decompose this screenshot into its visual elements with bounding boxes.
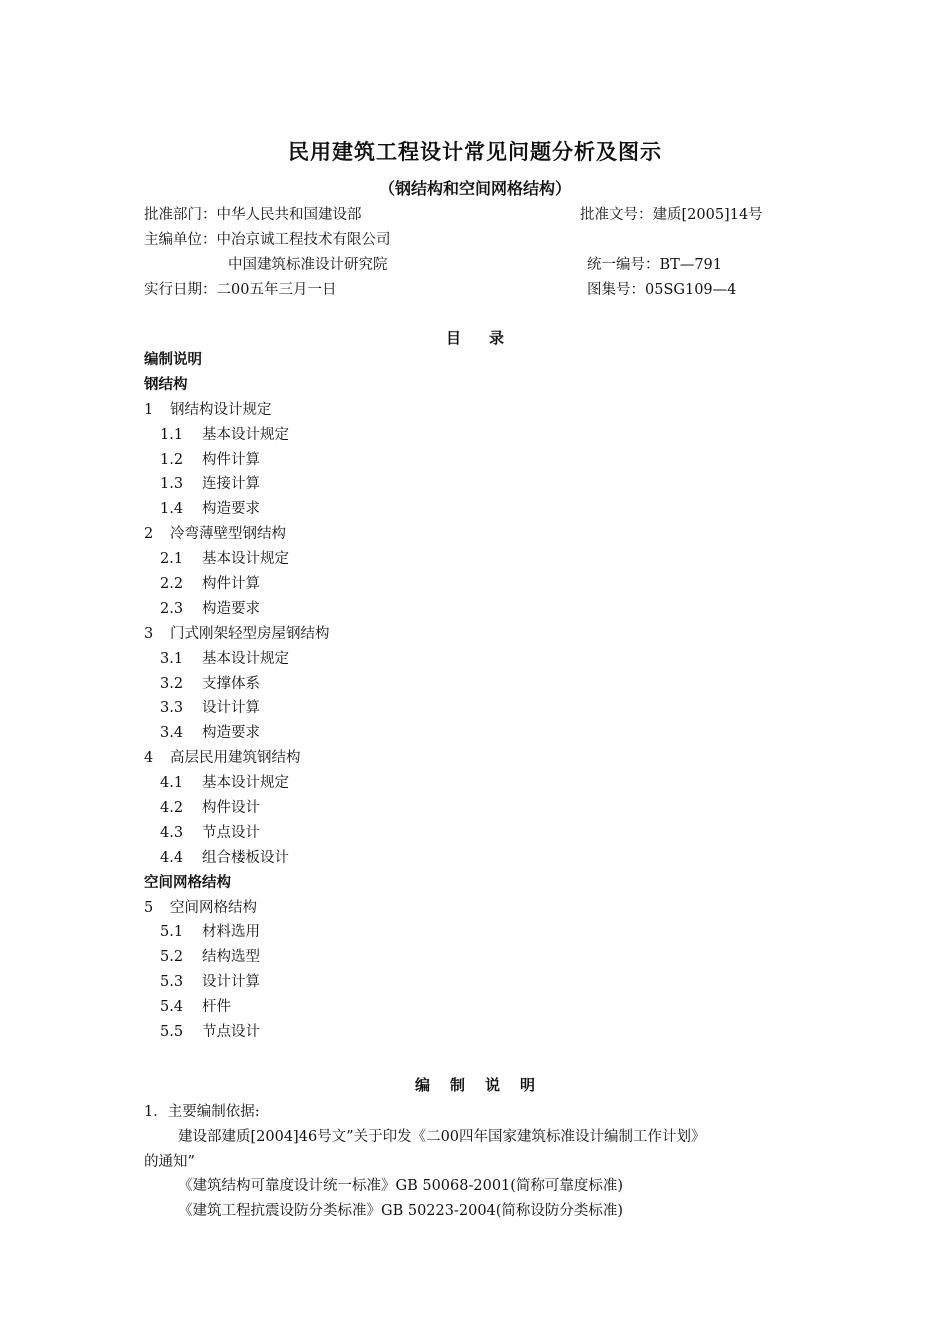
toc-number: 4.1: [160, 775, 184, 792]
document-subtitle: （钢结构和空间网格结构）: [378, 179, 571, 198]
toc-subsection: [144, 771, 330, 796]
toc-subsection: [144, 597, 330, 622]
toc-number: 1.4: [160, 501, 184, 518]
table-of-contents: [144, 348, 330, 1045]
toc-number: 2.2: [160, 576, 184, 593]
toc-subsection: [144, 796, 330, 821]
toc-subsection: [144, 920, 330, 945]
toc-text: 编制说明: [144, 352, 202, 368]
toc-number: 1.1: [160, 426, 184, 443]
toc-text: 材料选用: [202, 924, 260, 941]
toc-text: 构件计算: [202, 451, 260, 468]
toc-subsection: [144, 572, 330, 597]
toc-chapter: [144, 622, 330, 647]
section-heading-char: 编: [414, 1076, 430, 1094]
toc-subsection: [144, 472, 330, 497]
toc-text: 钢结构: [144, 376, 188, 393]
toc-text: 空间网格结构: [144, 874, 231, 891]
toc-number: 3.4: [160, 725, 184, 742]
section-item-1: 1．主要编制依据:: [144, 1104, 260, 1120]
toc-number: 2.1: [160, 551, 184, 568]
toc-number: 5.5: [160, 1024, 184, 1041]
toc-text: 构造要求: [202, 600, 260, 617]
toc-subsection: [144, 846, 330, 871]
toc-number: 4.2: [160, 800, 184, 817]
approval-no: 批准文号：建质[2005]14号: [580, 207, 763, 223]
toc-text: 支撑体系: [202, 675, 260, 692]
toc-text: 基本设计规定: [202, 426, 289, 443]
toc-subsection: [144, 448, 330, 473]
toc-number: 1.2: [160, 451, 184, 468]
toc-section-heading: [144, 871, 330, 896]
atlas-number: 图集号：05SG109—4: [587, 282, 737, 298]
toc-number: 3.1: [160, 650, 184, 667]
toc-heading-char: 录: [489, 329, 505, 347]
toc-text: 组合楼板设计: [202, 849, 289, 866]
toc-chapter: [144, 896, 330, 921]
toc-chapter: [144, 522, 330, 547]
toc-text: 冷弯薄壁型钢结构: [170, 526, 286, 543]
toc-number: 5.4: [160, 999, 184, 1016]
toc-number: 3: [144, 625, 154, 642]
toc-number: 5: [144, 899, 154, 916]
toc-number: 3.2: [160, 675, 184, 692]
section-heading-char: 明: [520, 1076, 536, 1094]
toc-heading: [0, 327, 950, 348]
toc-text: 门式刚架轻型房屋钢结构: [170, 625, 330, 642]
toc-number: 5.3: [160, 974, 184, 991]
toc-subsection: [144, 547, 330, 572]
basis-line: 《建筑结构可靠度设计统一标准》GB 50068-2001(简称可靠度标准): [178, 1178, 624, 1194]
section-heading: [0, 1074, 950, 1095]
toc-number: 5.1: [160, 924, 184, 941]
toc-number: 4.3: [160, 824, 184, 841]
section-heading-char: 制: [449, 1076, 465, 1094]
toc-text: 基本设计规定: [202, 650, 289, 667]
effective-date: 实行日期：二00五年三月一日: [144, 282, 337, 298]
toc-text: 节点设计: [202, 1024, 260, 1041]
toc-text: 结构选型: [202, 949, 260, 966]
toc-number: 2: [144, 526, 154, 543]
toc-subsection: [144, 821, 330, 846]
toc-subsection: [144, 970, 330, 995]
toc-text: 节点设计: [202, 824, 260, 841]
toc-text: 杆件: [202, 999, 231, 1016]
toc-text: 钢结构设计规定: [170, 401, 272, 418]
toc-chapter: [144, 746, 330, 771]
basis-line: 建设部建质[2004]46号文”关于印发《二00四年国家建筑标准设计编制工作计划》: [178, 1129, 706, 1145]
toc-subsection: [144, 1020, 330, 1045]
toc-chapter: [144, 398, 330, 423]
toc-section-heading: [144, 348, 330, 373]
toc-subsection: [144, 696, 330, 721]
toc-text: 基本设计规定: [202, 551, 289, 568]
toc-text: 空间网格结构: [170, 899, 257, 916]
toc-text: 基本设计规定: [202, 775, 289, 792]
toc-text: 构件设计: [202, 800, 260, 817]
toc-subsection: [144, 995, 330, 1020]
editor-unit: 主编单位：中冶京诚工程技术有限公司: [144, 232, 391, 248]
unified-number: 统一编号：BT—791: [587, 257, 723, 273]
document-title: 民用建筑工程设计常见问题分析及图示: [288, 140, 662, 164]
toc-text: 构造要求: [202, 725, 260, 742]
toc-text: 连接计算: [202, 476, 260, 493]
toc-subsection: [144, 672, 330, 697]
toc-number: 4.4: [160, 849, 184, 866]
toc-text: 构造要求: [202, 501, 260, 518]
toc-subsection: [144, 647, 330, 672]
toc-subsection: [144, 945, 330, 970]
toc-subsection: [144, 497, 330, 522]
editor-unit-second: 中国建筑标准设计研究院: [228, 257, 388, 273]
toc-text: 设计计算: [202, 974, 260, 991]
toc-subsection: [144, 721, 330, 746]
toc-number: 4: [144, 750, 154, 767]
toc-number: 1.3: [160, 476, 184, 493]
toc-number: 3.3: [160, 700, 184, 717]
section-heading-char: 说: [485, 1076, 501, 1094]
toc-section-heading: [144, 373, 330, 398]
toc-number: 1: [144, 401, 154, 418]
toc-text: 构件计算: [202, 576, 260, 593]
approval-dept: 批准部门：中华人民共和国建设部: [144, 207, 362, 223]
basis-line: 的通知”: [144, 1154, 195, 1170]
toc-number: 2.3: [160, 600, 184, 617]
toc-number: 5.2: [160, 949, 184, 966]
toc-text: 高层民用建筑钢结构: [170, 750, 301, 767]
basis-line: 《建筑工程抗震设防分类标准》GB 50223-2004(简称设防分类标准): [178, 1203, 624, 1219]
toc-text: 设计计算: [202, 700, 260, 717]
toc-heading-char: 目: [445, 329, 461, 347]
toc-subsection: [144, 423, 330, 448]
